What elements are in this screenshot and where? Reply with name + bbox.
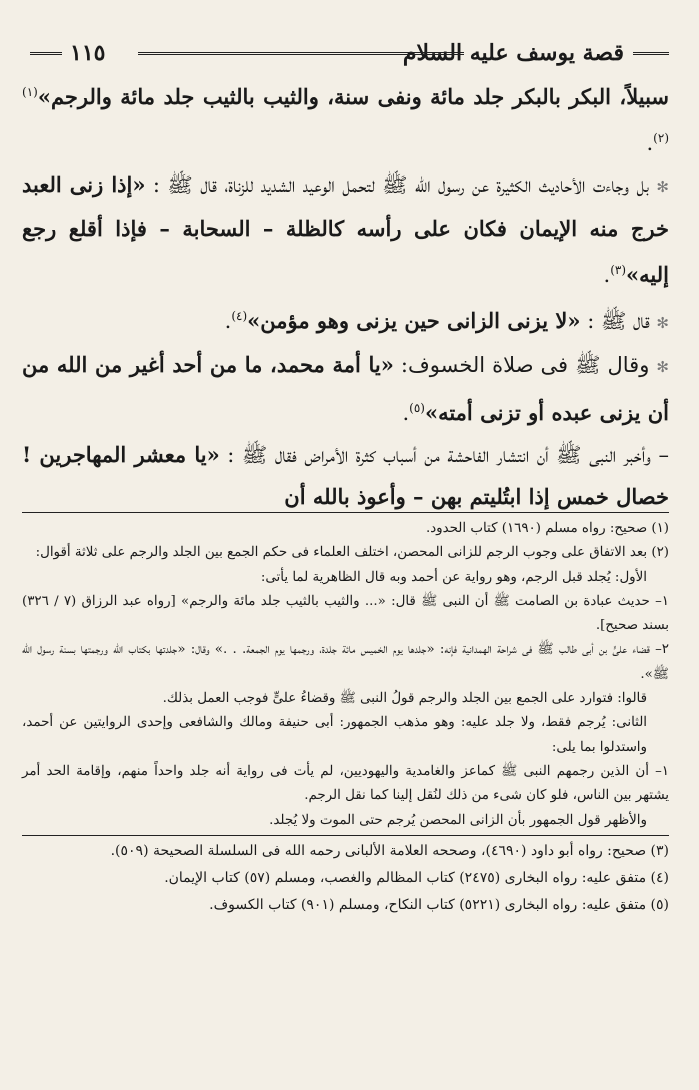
footnote-3: (٣) صحيح: رواه أبو داود (٤٦٩٠)، وصححه العلامة الألبانى رحمه الله فى السلسلة الصحيحة (٥٠٩). xyxy=(110,842,669,859)
footnotes xyxy=(22,517,669,919)
star-icon: ✻ xyxy=(656,178,669,196)
footnotes-continued xyxy=(22,838,669,919)
footnote-2-evidence-2: ٢– قضاء علىٍّ بن أبى طالب ﷺ فى شراحة الهمدانية فإنه: «جلدها يوم الخميس مائة جلدة، ورجمها يوم الجمعة. . .» وقال: «جلدتها بكتاب الله ورجمتها بسنة رسول الله ﷺ». xyxy=(22,642,669,682)
footnote-inner-separator xyxy=(22,835,669,836)
footnote-ref: (٥) xyxy=(409,401,425,415)
footnote-1: (١) صحيح: رواه مسلم (١٦٩٠) كتاب الحدود. xyxy=(425,521,669,536)
paragraph-1: سبيلاً، البكر بالبكر جلد مائة ونفى سنة، والثيب بالثيب جلد مائة والرجم»$^{(١)(٢)}$. xyxy=(22,84,669,155)
footnote-ref: (٣) xyxy=(610,263,627,277)
footnote-2-evidence-3: ١– أن الذين رجمهم النبى ﷺ كماعز والغامدية واليهوديين، لم يأت فى رواية أنه جلد واحداً منهم، وإقامة الحد أمر يشتهر بين الناس، فلو كان شىء من ذلك لنُقل إلينا كما نقل الرجم. xyxy=(22,763,669,804)
hadith-text: «إذا زنى العبد خرج منه الإيمان فكان على رأسه كالظلة – السحابة – فإذا أقلع رجع إليه» xyxy=(22,172,669,287)
body-text: وقال ﷺ فى صلاة الخسوف: xyxy=(400,353,650,377)
header-rule-left xyxy=(30,52,62,59)
footnote-4: (٤) متفق عليه: رواه البخارى (٢٤٧٥) كتاب المظالم والغصب، ومسلم (٥٧) كتاب الإيمان. xyxy=(164,869,669,886)
paragraph-5 xyxy=(22,434,669,518)
star-icon: ✻ xyxy=(656,314,669,332)
footnote-2-evidence-1: ١– حديث عبادة بن الصامت ﷺ أن النبى ﷺ قال: «... والثيب بالثيب جلد مائة والرجم» [رواه عبد الرزاق (٧ / ٣٢٦) بسند صحيح]. xyxy=(22,593,669,634)
footnote-5: (٥) متفق عليه: رواه البخارى (٥٢٢١) كتاب النكاح، ومسلم (٩٠١) كتاب الكسوف. xyxy=(209,896,669,913)
header-rule-middle xyxy=(138,52,464,59)
hadith-text: «لا يزنى الزانى حين يزنى وهو مؤمن» xyxy=(247,308,581,333)
hadith-text: سبيلاً، البكر بالبكر جلد مائة ونفى سنة، والثيب بالثيب جلد مائة والرجم» xyxy=(37,84,669,109)
paragraph-3: ✻ قال ﷺ : «لا يزنى الزانى حين يزنى وهو مؤمن»$^{(٤)}$. xyxy=(224,308,669,333)
footnote-2-first-opinion: الأول: يُجلد قبل الرجم، وهو رواية عن أحمد وبه قال الظاهرية لما يأتى: xyxy=(260,569,647,585)
footnote-ref: (١)(٢) xyxy=(22,85,669,145)
footnote-2-preferred: والأظهر قول الجمهور بأن الزانى المحصن يُرجم حتى الموت ولا يُجلد. xyxy=(269,812,647,828)
body-text: بل وجاءت الأحاديث الكثيرة عن رسول الله ﷺ لتحمل الوعيد الشديد للزناة، قال ﷺ : xyxy=(152,173,649,197)
footnote-separator xyxy=(22,512,669,513)
header-rule-right xyxy=(633,52,669,59)
footnote-ref: (٤) xyxy=(231,309,248,323)
main-text xyxy=(22,72,669,518)
hadith-text: «يا معشر المهاجرين ! خصال خمس إذا ابتُليتم بهن – وأعوذ بالله أن xyxy=(22,442,669,509)
page-header xyxy=(30,38,669,68)
paragraph-4: ✻ وقال ﷺ فى صلاة الخسوف: «يا أمة محمد، ما من أحد أغير من الله من أن يزنى عبده أو تزنى أمته»$^{(٥)}$. xyxy=(22,352,669,425)
star-icon: ✻ xyxy=(656,358,669,376)
footnote-2-second-opinion: الثانى: يُرجم فقط، ولا جلد عليه: وهو مذهب الجمهور: أبى حنيفة ومالك والشافعى وإحدى الروايتين عن أحمد، واستدلوا بما يلى: xyxy=(22,715,647,755)
page-number: ١١٥ xyxy=(70,40,106,66)
body-text: – وأخبر النبى ﷺ أن انتشار الفاحشة من أسباب كثرة الأمراض فقال ﷺ : xyxy=(227,443,669,467)
footnote-2-conclusion: قالوا: فتوارد على الجمع بين الجلد والرجم قولُ النبى ﷺ وقضاءُ علىٍّ فوجب العمل بذلك. xyxy=(162,691,647,707)
hadith-text: «يا أمة محمد، ما من أحد أغير من الله من أن يزنى عبده أو تزنى أمته» xyxy=(22,352,669,425)
body-text: قال ﷺ : xyxy=(587,309,650,333)
paragraph-2: ✻ بل وجاءت الأحاديث الكثيرة عن رسول الله ﷺ لتحمل الوعيد الشديد للزناة، قال ﷺ : «إذا زنى العبد خرج منه الإيمان فكان على رأسه كالظلة – السحابة – فإذا أقلع رجع إليه»$^{(٣)}$. xyxy=(22,172,669,287)
footnote-2: (٢) بعد الاتفاق على وجوب الرجم للزانى المحصن، اختلف العلماء فى حكم الجمع بين الجلد والرجم على ثلاثة أقوال: xyxy=(35,545,669,561)
book-title: قصة يوسف عليه السلام xyxy=(402,40,624,66)
